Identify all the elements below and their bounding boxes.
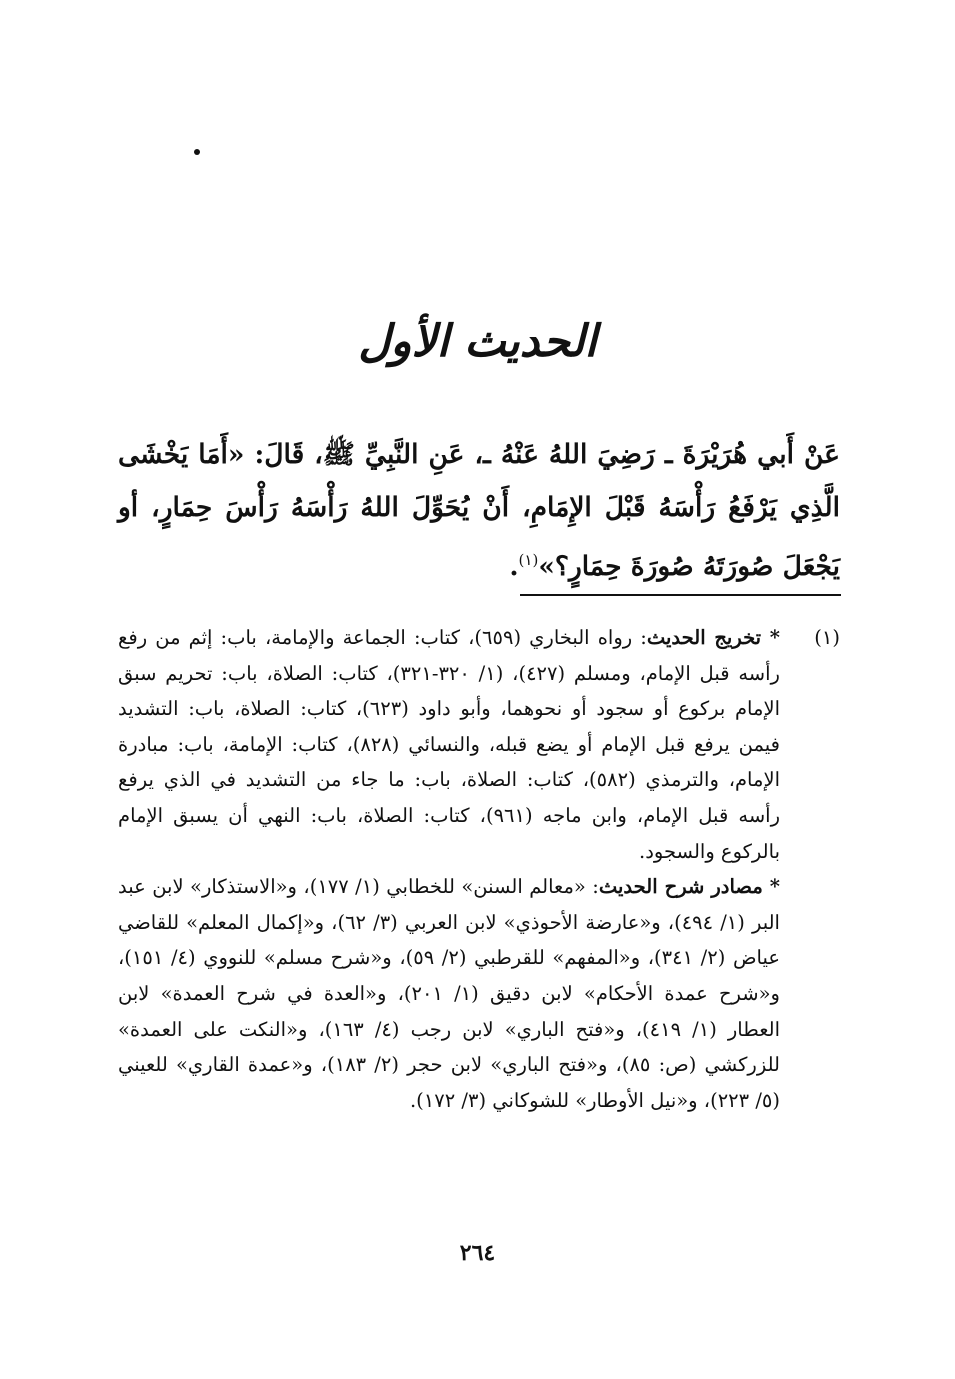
footnote-divider <box>520 594 841 596</box>
masadir-label: * مصادر شرح الحديث <box>598 875 781 899</box>
takhrij-text: : رواه البخاري (٦٥٩)، كتاب: الجماعة والإمامة، باب: إثم من رفع رأسه قبل الإمام، ومسلم (٤٢٧)، (١/ ٣٢٠-٣٢١)، كتاب: الصلاة، باب: تحريم سبق الإمام بركوع أو سجود أو نحوهما، وأبو داود (٦٢٣)، كتاب: الصلاة، باب: التشديد فيمن يرفع قبل الإمام أو يضع قبله، والنسائي (٨٢٨)، كتاب: الإمامة، باب: مبادرة الإمام، والترمذي (٥٨٢)، كتاب: الصلاة، باب: ما جاء من التشديد في الذي يرفع رأسه قبل الإمام، وابن ماجه (٩٦١)، كتاب: الصلاة، باب: النهي أن يسبق الإمام بالركوع والسجود. <box>118 626 780 863</box>
hadith-footnote-ref: (١) <box>518 551 539 569</box>
footnote-masadir <box>118 869 780 1118</box>
ornament-dot <box>194 149 200 155</box>
masadir-text: : «معالم السنن» للخطابي (١/ ١٧٧)، و«الاستذكار» لابن عبد البر (١/ ٤٩٤)، و«عارضة الأحوذي» لابن العربي (٣/ ٦٢)، و«إكمال المعلم» للقاضي عياض (٢/ ٣٤١)، و«المفهم» للقرطبي (٢/ ٥٩)، و«شرح مسلم» للنووي (٤/ ١٥١)، و«شرح عمدة الأحكام» لابن دقيق (١/ ٢٠١)، و«العدة في شرح العمدة» لابن العطار (١/ ٤١٩)، و«فتح الباري» لابن رجب (٤/ ١٦٣)، و«النكت على العمدة» للزركشي (ص: ٨٥)، و«فتح الباري» لابن حجر (٢/ ١٨٣)، و«عمدة القاري» للعيني (٥/ ٢٢٣)، و«نيل الأوطار» للشوكاني (٣/ ١٧٢). <box>118 875 780 1112</box>
footnote-block <box>118 620 780 1118</box>
takhrij-label: * تخريج الحديث <box>646 626 780 649</box>
page-number: ٢٦٤ <box>459 1240 496 1266</box>
hadith-text-block <box>118 428 840 593</box>
hadith-text: عَنْ أَبي هُرَيْرَةَ ـ رَضِيَ اللهُ عَنْهُ ـ، عَنِ النَّبِيِّ ﷺ، قَالَ: «أَمَا يَخْشَى الَّذِي يَرْفَعُ رَأْسَهُ قَبْلَ الإِمَامِ، أَنْ يُحَوِّلَ اللهُ رَأْسَهُ رَأْسَ حِمَارٍ، أو يَجْعَلَ صُورَتَهُ صُورَةَ حِمَارٍ؟» <box>118 439 840 582</box>
footnote-marker: (١) <box>814 626 840 649</box>
footnote-takhrij <box>118 620 780 869</box>
hadith-end: . <box>509 550 519 582</box>
page-title: الحديث الأول <box>358 316 597 367</box>
